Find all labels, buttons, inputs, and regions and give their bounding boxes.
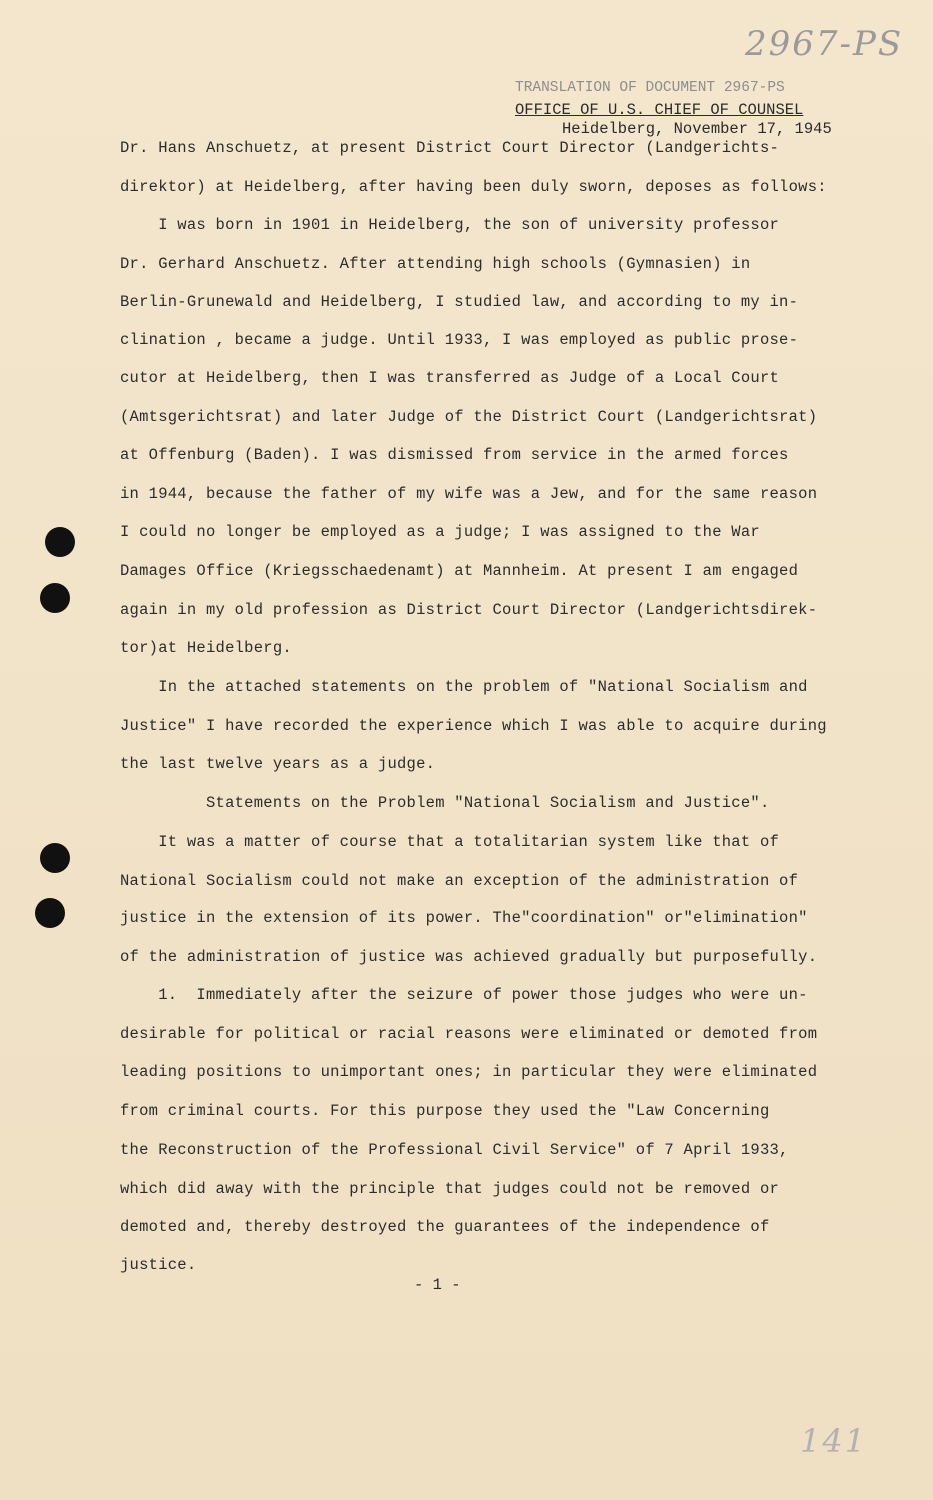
body-line: Damages Office (Kriegsschaedenamt) at Mannheim. At present I am engaged [120,562,799,580]
office-header: OFFICE OF U.S. CHIEF OF COUNSEL [515,101,804,119]
body-line: In the attached statements on the problem of "National Socialism and [120,678,808,696]
body-line: in 1944, because the father of my wife was a Jew, and for the same reason [120,485,818,503]
body-line: direktor) at Heidelberg, after having been duly sworn, deposes as follows: [120,178,827,196]
body-line: leading positions to unimportant ones; in particular they were eliminated [120,1063,818,1081]
body-line: the Reconstruction of the Professional Civil Service" of 7 April 1933, [120,1141,789,1159]
body-line: from criminal courts. For this purpose they used the "Law Concerning [120,1102,770,1120]
body-line: desirable for political or racial reasons were eliminated or demoted from [120,1025,818,1043]
body-line: of the administration of justice was achieved gradually but purposefully. [120,948,818,966]
body-line: (Amtsgerichtsrat) and later Judge of the District Court (Landgerichtsrat) [120,408,818,426]
body-line: I was born in 1901 in Heidelberg, the son of university professor [120,216,780,234]
body-line: the last twelve years as a judge. [120,755,436,773]
punch-hole-2 [40,583,70,613]
body-line: at Offenburg (Baden). I was dismissed from service in the armed forces [120,446,789,464]
body-line: justice. [120,1256,197,1274]
body-line: Justice" I have recorded the experience which I was able to acquire during [120,717,827,735]
body-line: Berlin-Grunewald and Heidelberg, I studied law, and according to my in- [120,293,799,311]
body-line: Dr. Hans Anschuetz, at present District Court Director (Landgerichts- [120,139,780,157]
section-heading: Statements on the Problem "National Socialism and Justice". [120,794,770,812]
handwritten-document-number: 2967-PS [745,24,904,64]
handwritten-page-number: 141 [800,1422,868,1460]
body-line: 1. Immediately after the seizure of power those judges who were un- [120,986,808,1004]
body-line: which did away with the principle that judges could not be removed or [120,1180,780,1198]
body-line: It was a matter of course that a totalitarian system like that of [120,833,780,851]
body-line: justice in the extension of its power. The"coordination" or"elimination" [120,909,808,927]
page-number: - 1 - [414,1276,461,1294]
body-line: cutor at Heidelberg, then I was transferred as Judge of a Local Court [120,369,780,387]
punch-hole-4 [35,898,65,928]
place-date: Heidelberg, November 17, 1945 [562,120,832,138]
punch-hole-3 [40,843,70,873]
translation-header: TRANSLATION OF DOCUMENT 2967-PS [515,80,785,96]
body-line: tor)at Heidelberg. [120,639,292,657]
body-line: National Socialism could not make an exception of the administration of [120,872,799,890]
body-line: again in my old profession as District Court Director (Landgerichtsdirek- [120,601,818,619]
body-line: clination , became a judge. Until 1933, I was employed as public prose- [120,331,799,349]
punch-hole-1 [45,527,75,557]
body-line: Dr. Gerhard Anschuetz. After attending high schools (Gymnasien) in [120,255,751,273]
body-line: demoted and, thereby destroyed the guarantees of the independence of [120,1218,770,1236]
body-line: I could no longer be employed as a judge; I was assigned to the War [120,523,760,541]
